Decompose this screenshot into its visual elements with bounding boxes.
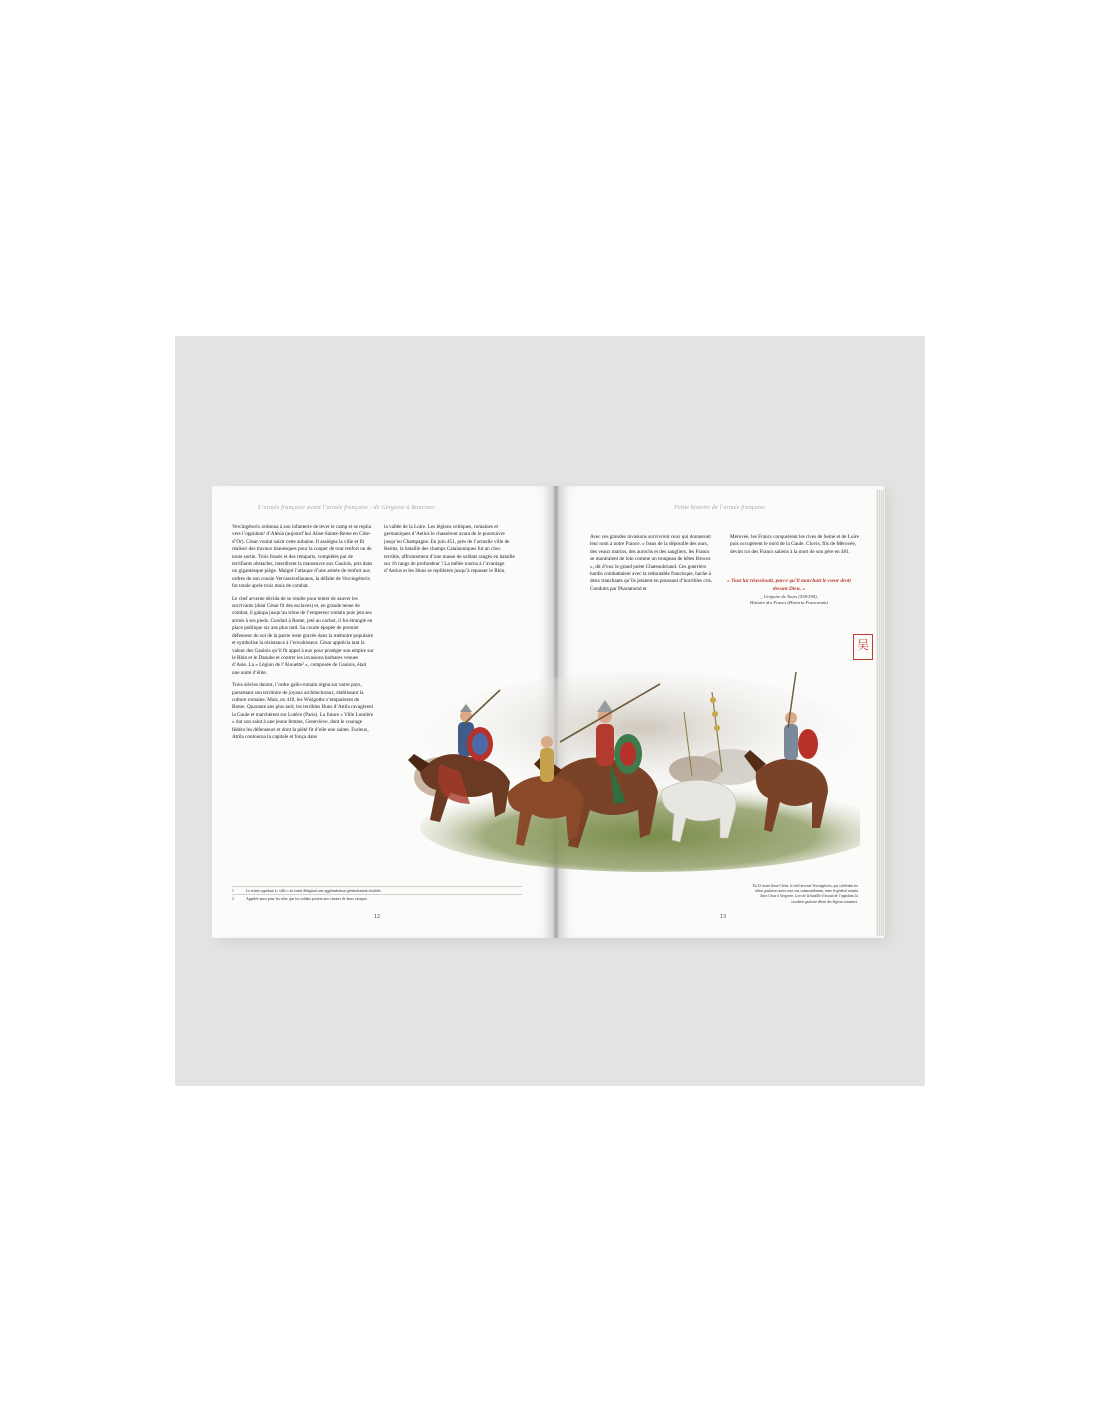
- illustration-caption: En 52 avant Jésus-Christ, le chef arverne Vercingétorix, qui a défendu les tribus gauloises unies sous son commandement, tente le général romain Jules César à Gergovie. Lors de la bataille d’assaut de l’oppidum, la cavalerie gauloise défait des légions romaines.: [752, 884, 858, 904]
- footnote: [232, 886, 522, 894]
- paragraph: Le chef arverne décida de se rendre pour tenter de sauver les survivants (dont César fit des esclaves) et, en grande tenue de combat, il galopa jusqu’au trône de l’empereur romain puis jeta ses armes à ses pieds. Conduit à Rome, jeté au cachot, il fut étranglé en place publique six ans plus tard. Sa courte épopée de premier défenseur du sol de la patrie reste gravée dans la mémoire populaire et symbolise la résistance à l’envahisseur. César appréciа tant la valeur des Gaulois qu’il fit appel à eux pour protéger son empire sur le Rhin et le Danube et contrer les invasions barbares venues d’Asie. La « Légion de l’Alouette² », composée de Gaulois, était une unité d’élite.: [232, 595, 374, 676]
- footnote-text: Appelée ainsi pour les ailes que les soldats portent aux cimiers de leurs casques.: [246, 896, 368, 901]
- page-number-left: 12: [374, 914, 380, 920]
- paragraph: la vallée de la Loire. Les légions celtiques, romaines et germaniques d’Aetius le chassèrent avant de le poursuivre jusqu’en Champagne. En juin 451, près de l’actuelle ville de Reims, la bataille des champs Catalauniques fut un choc terrible, affrontement d’une masse de soldats rangés en bataille sur 16 rangs de profondeur ! La mêlée tourna à l’avantage d’Aetius et les Huns se replièrent jusqu’à repasser le Rhin.: [384, 524, 515, 575]
- page-number-right: 13: [720, 914, 726, 920]
- quote-attribution: _ Grégoire de Tours (538-594),: [760, 593, 818, 599]
- footnote-text: Le terme oppidum (« ville » en latin) désignait une agglomération généralement fortifiée.: [246, 888, 382, 893]
- text-column-left-1: [232, 524, 374, 746]
- paragraph: Vercingétorix ordonna à son infanterie de lever le camp et se replia vers l’oppidum¹ d’Alésia (aujourd’hui Alise-Sainte-Reine en Côte-d’Or). César voulut saisir cette aubaine. Il assiégea la ville et fit réaliser des travaux titanesques pour la couper de tout renfort ou de toute sortie. Trois fossés et des remparts, complétés par de terrifiants obstacles, interdirent la manœuvre aux Gaulois, pris dans un gigantesque piège. Malgré l’attaque d’une armée de renfort aux ordres de son cousin Vercassivellaunos, la défaite de Vercingétorix fut totale après trois mois de combat.: [232, 524, 373, 590]
- text-column-right-1: [590, 534, 714, 598]
- text-column-right-2: [730, 534, 860, 561]
- footnote-number: 1: [232, 888, 234, 893]
- quote-source: Histoire des Francs (Historia Francorum): [750, 600, 828, 605]
- paragraph: Trois siècles durant, l’ordre gallo-romain régna sur notre pays, parsemant son territoire de joyaux architecturaux, établissant la culture romaine. Mais, en 410, les Wisigoths s’emparèrent de Rome. Quarante ans plus tard, les terribles Huns d’Attila ravagèrent la Gaule et marchèrent sur Lutèce (Paris). La future « Ville Lumière » dut son salut à une jeune femme, Geneviève, dont le courage fédéra les défenseurs et dont la piété fit d’elle une sainte. Furieux, Attila contourna la capitale et fonça dans: [232, 682, 374, 740]
- running-head-right: Petite histoire de l’armée française: [674, 504, 766, 511]
- quote-text: « Tout lui réussissait, parce qu’il marchait le cœur droit devant Dieu. »: [727, 578, 851, 592]
- page-edges: [876, 490, 886, 936]
- artist-seal: 吴: [853, 634, 873, 660]
- footnotes: [232, 886, 522, 902]
- pull-quote: [724, 578, 854, 606]
- paragraph: Avec ces grandes invasions survivront ceux qui donneront leur nom à notre France. « Issus de la dépouille des ours, des veaux marins, des aurochs et des sangliers, les Francs se montraient de loin comme un troupeau de bêtes féroces », dit d’eux le grand poète Chateaubriand. Ces guerriers hardis combattaient avec la redoutable francisque, hache à deux tranchants qu’ils jetaient en poussant d’horribles cris. Conduits par Pharamond et: [590, 534, 713, 592]
- footnote-number: 2: [232, 896, 234, 901]
- cavalry-illustration: [400, 652, 860, 882]
- running-head-left: L’armée française avant l’armée française : de Gergovie à Bouvines: [258, 504, 435, 511]
- text-column-left-2: [384, 524, 516, 581]
- paragraph: Mérovée, les Francs conquièrent les rives de Seine et de Loire puis occupèrent le nord de la Gaule. Clovis, fils de Mérovée, devint roi des Francs saliens à la mort de son père en 481.: [730, 534, 859, 555]
- footnote: [232, 894, 522, 902]
